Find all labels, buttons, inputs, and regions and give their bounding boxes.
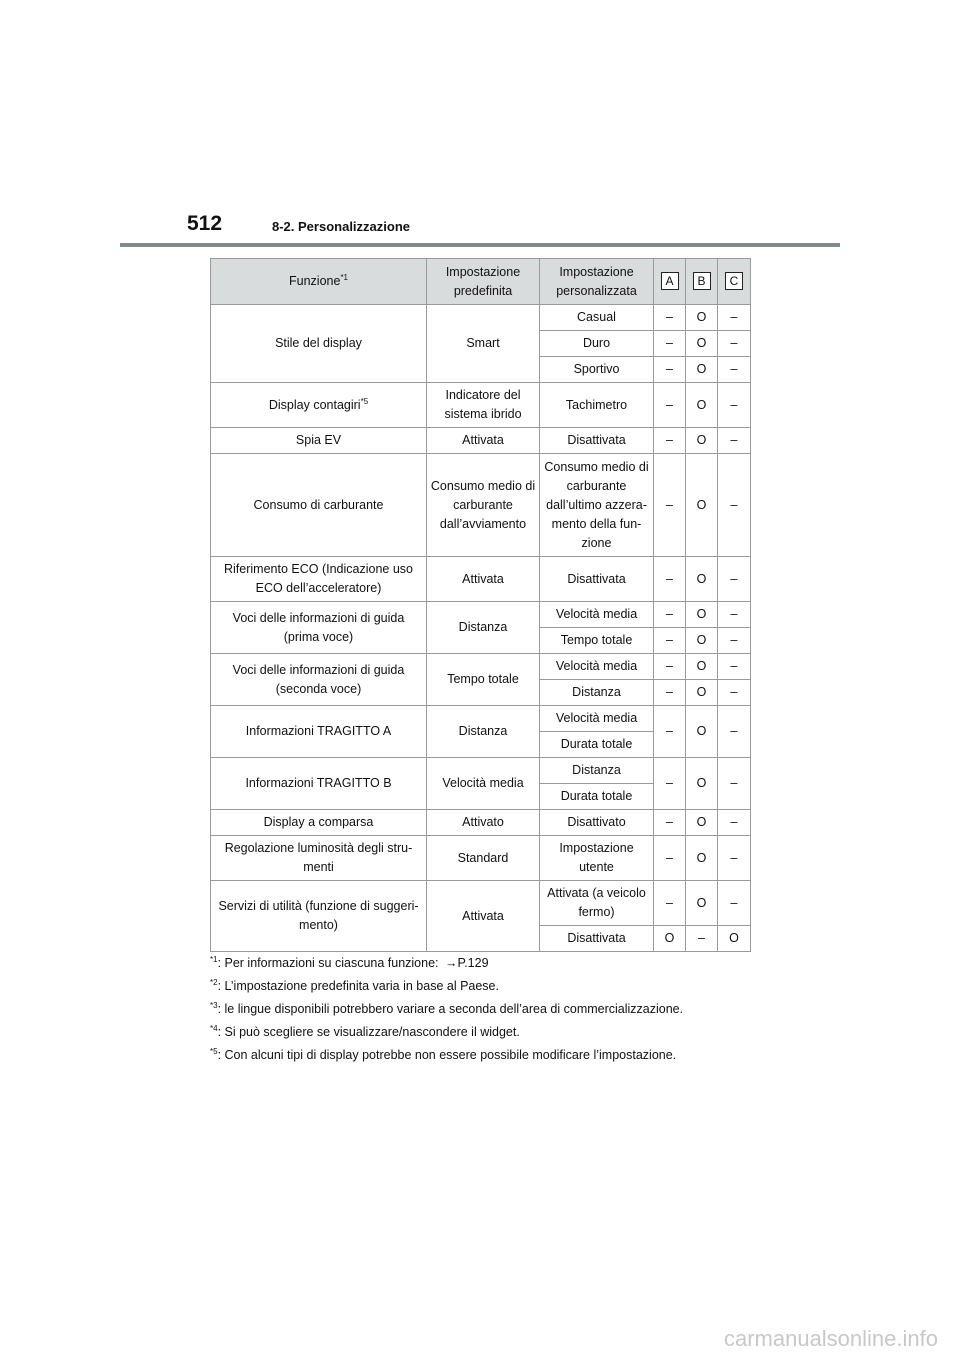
cell-c: – (718, 383, 751, 428)
table-row (211, 557, 751, 602)
table-row (211, 305, 751, 331)
cell-a: – (654, 454, 686, 557)
watermark: carmanualsonline.info (723, 1326, 938, 1351)
cell-b: O (686, 305, 718, 331)
cell-b: O (686, 454, 718, 557)
cell-custom: Distanza (540, 680, 654, 706)
cell-a: – (654, 680, 686, 706)
cell-funzione: Riferimento ECO (Indicazione uso ECO dell’acceleratore) (211, 557, 427, 602)
cell-default: Velocità media (427, 758, 540, 810)
cell-custom: Tachimetro (540, 383, 654, 428)
footnote-2: $^{*2}$: L’impostazione predefinita varia in base al Paese. (210, 977, 499, 993)
cell-b: O (686, 706, 718, 758)
cell-default: Attivata (427, 557, 540, 602)
footnote-5: $^{*5}$: Con alcuni tipi di display potrebbe non essere possibile modificare l’impostazione. (210, 1046, 677, 1062)
cell-b: O (686, 357, 718, 383)
cell-default: Attivata (427, 428, 540, 454)
cell-funzione: Display a comparsa (211, 810, 427, 836)
cell-b: O (686, 881, 718, 926)
cell-custom: Disattivato (540, 810, 654, 836)
cell-b: O (686, 810, 718, 836)
cell-c: – (718, 680, 751, 706)
cell-default: Standard (427, 836, 540, 881)
footnotes (210, 952, 770, 1067)
cell-b: O (686, 428, 718, 454)
cell-default: Consumo medio di carburante dall’avviamento (427, 454, 540, 557)
cell-a: – (654, 836, 686, 881)
footnote-4: $^{*4}$: Si può scegliere se visualizzare/nascondere il widget. (210, 1023, 520, 1039)
header-rule (120, 243, 840, 247)
cell-funzione: Display contagiri$^{*5}$ (211, 383, 427, 428)
cell-c: – (718, 758, 751, 810)
cell-custom: Velocità media (540, 654, 654, 680)
header-custom: Impostazione personalizzata (540, 259, 654, 305)
header-col-b: B (686, 259, 718, 305)
cell-funzione: Voci delle informazioni di guida (prima voce) (211, 602, 427, 654)
cell-funzione: Spia EV (211, 428, 427, 454)
cell-b: O (686, 557, 718, 602)
cell-c: – (718, 706, 751, 758)
cell-default: Tempo totale (427, 654, 540, 706)
cell-b: O (686, 680, 718, 706)
arrow-right-icon: → (444, 956, 458, 970)
cell-a: – (654, 428, 686, 454)
cell-default: Indicatore del sistema ibrido (427, 383, 540, 428)
cell-c: – (718, 810, 751, 836)
cell-a: – (654, 654, 686, 680)
cell-b: O (686, 331, 718, 357)
cell-funzione: Voci delle informazioni di guida (seconda voce) (211, 654, 427, 706)
cell-custom: Disattivata (540, 557, 654, 602)
cell-a: – (654, 706, 686, 758)
cell-default: Attivata (427, 881, 540, 952)
cell-a: – (654, 357, 686, 383)
table-header-row (211, 259, 751, 305)
cell-custom: Duro (540, 331, 654, 357)
table-row (211, 654, 751, 680)
cell-a: – (654, 628, 686, 654)
cell-custom: Attivata (a veicolo fermo) (540, 881, 654, 926)
table-row (211, 602, 751, 628)
cell-default: Smart (427, 305, 540, 383)
cell-a: – (654, 383, 686, 428)
cell-b: O (686, 758, 718, 810)
cell-custom: Casual (540, 305, 654, 331)
cell-a: – (654, 557, 686, 602)
section-title: 8-2. Personalizzazione (272, 219, 410, 234)
cell-custom: Impostazione utente (540, 836, 654, 881)
table-row (211, 428, 751, 454)
cell-custom: Consumo medio di carburante dall’ultimo azzera- mento della fun- zione (540, 454, 654, 557)
cell-c: – (718, 881, 751, 926)
table-row (211, 836, 751, 881)
cell-c: – (718, 836, 751, 881)
cell-b: O (686, 383, 718, 428)
table-row (211, 706, 751, 732)
cell-custom: Velocità media (540, 706, 654, 732)
cell-a: – (654, 810, 686, 836)
header-col-a: A (654, 259, 686, 305)
cell-default: Attivato (427, 810, 540, 836)
cell-custom: Durata totale (540, 732, 654, 758)
cell-custom: Velocità media (540, 602, 654, 628)
cell-b: O (686, 836, 718, 881)
cell-c: – (718, 602, 751, 628)
cell-funzione: Consumo di carburante (211, 454, 427, 557)
cell-custom: Tempo totale (540, 628, 654, 654)
cell-b: O (686, 628, 718, 654)
footnote-1: $^{*1}$: Per informazioni su ciascuna funzione: →P.129 (210, 952, 770, 975)
customization-table (210, 258, 751, 952)
cell-default: Distanza (427, 706, 540, 758)
table-row (211, 810, 751, 836)
table-row (211, 454, 751, 557)
header-funzione: Funzione$^{*1}$ (211, 259, 427, 305)
cell-b: O (686, 602, 718, 628)
cell-a: – (654, 758, 686, 810)
cell-funzione: Informazioni TRAGITTO A (211, 706, 427, 758)
header-col-c: C (718, 259, 751, 305)
page-reference-link[interactable]: P.129 (457, 956, 489, 970)
cell-c: – (718, 454, 751, 557)
cell-custom: Disattivata (540, 926, 654, 952)
cell-custom: Sportivo (540, 357, 654, 383)
cell-c: – (718, 428, 751, 454)
cell-c: – (718, 628, 751, 654)
table-row (211, 383, 751, 428)
cell-c: O (718, 926, 751, 952)
cell-b: – (686, 926, 718, 952)
cell-b: O (686, 654, 718, 680)
cell-c: – (718, 305, 751, 331)
cell-funzione: Regolazione luminosità degli stru- menti (211, 836, 427, 881)
cell-c: – (718, 331, 751, 357)
cell-funzione: Informazioni TRAGITTO B (211, 758, 427, 810)
cell-funzione: Servizi di utilità (funzione di suggeri- mento) (211, 881, 427, 952)
table-row (211, 758, 751, 784)
cell-c: – (718, 357, 751, 383)
page-number: 512 (187, 212, 223, 235)
cell-c: – (718, 557, 751, 602)
cell-custom: Durata totale (540, 784, 654, 810)
cell-a: – (654, 305, 686, 331)
cell-a: – (654, 602, 686, 628)
cell-custom: Disattivata (540, 428, 654, 454)
cell-a: O (654, 926, 686, 952)
cell-c: – (718, 654, 751, 680)
footnote-3: $^{*3}$: le lingue disponibili potrebbero variare a seconda dell’area di commercializzazione. (210, 1000, 684, 1016)
cell-default: Distanza (427, 602, 540, 654)
cell-funzione: Stile del display (211, 305, 427, 383)
cell-custom: Distanza (540, 758, 654, 784)
table-row (211, 881, 751, 926)
cell-a: – (654, 331, 686, 357)
cell-a: – (654, 881, 686, 926)
header-default: Impostazione predefinita (427, 259, 540, 305)
